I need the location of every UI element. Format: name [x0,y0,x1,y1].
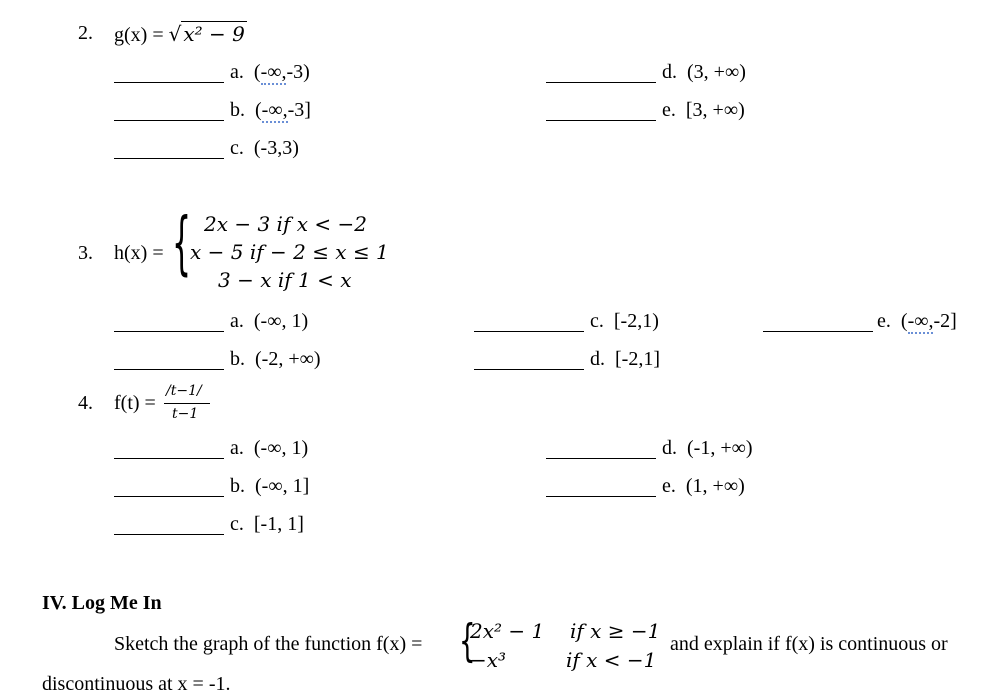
choice-letter: e. [877,310,891,332]
choice-3a: a. (-∞, 1) [230,310,309,332]
choice-letter: a. [230,437,244,459]
fraction-bar [164,403,210,404]
piece-3-3: 3 − x if 1 < x [218,268,352,292]
answer-blank-3a[interactable] [114,331,224,332]
choice-3b: b. (-2, +∞) [230,348,321,370]
section-4-piece2-cond: if x < −1 [566,648,657,672]
answer-blank-4d[interactable] [546,458,656,459]
section-4-piece2-expr: −x³ [470,648,507,672]
question-2-radicand: x² − 9 [183,22,245,46]
choice-4e: e. (1, +∞) [662,475,745,497]
choice-letter: c. [230,137,244,159]
answer-blank-4a[interactable] [114,458,224,459]
choice-3e: e. (-∞,-2] [877,310,957,332]
question-4-denominator: t−1 [172,406,199,422]
choice-2a: a. (-∞,-3) [230,61,310,83]
piece-3-2: x − 5 if − 2 ≤ x ≤ 1 [190,240,389,264]
question-4-lhs: f(t) = [114,392,156,414]
question-4-number: 4. [78,392,93,414]
choice-3c: c. [-2,1) [590,310,659,332]
answer-blank-4e[interactable] [546,496,656,497]
spellcheck-underline: -∞, [260,61,287,83]
left-brace-icon: { [172,204,192,285]
choice-letter: b. [230,99,245,121]
section-4-piece1-cond: if x ≥ −1 [570,619,661,643]
choice-letter: d. [662,437,677,459]
question-4-numerator: /t−1/ [166,383,202,399]
choice-4d: d. (-1, +∞) [662,437,753,459]
choice-4b: b. (-∞, 1] [230,475,310,497]
answer-blank-3e[interactable] [763,331,873,332]
choice-2e: e. [3, +∞) [662,99,745,121]
section-4-text-after: and explain if f(x) is continuous or [670,633,948,655]
choice-3d: d. [-2,1] [590,348,660,370]
choice-letter: e. [662,475,676,497]
sqrt-symbol: √ [168,22,182,46]
choice-letter: c. [230,513,244,535]
question-2-lhs: g(x) = [114,24,164,46]
choice-letter: a. [230,61,244,83]
answer-blank-2e[interactable] [546,120,656,121]
answer-blank-4b[interactable] [114,496,224,497]
question-2-function [114,22,247,47]
spellcheck-underline: -∞, [907,310,934,332]
section-4-text-last: discontinuous at x = -1. [42,673,231,695]
answer-blank-4c[interactable] [114,534,224,535]
choice-letter: b. [230,475,245,497]
question-2-number: 2. [78,22,93,44]
choice-2b: b. (-∞,-3] [230,99,311,121]
answer-blank-3b[interactable] [114,369,224,370]
question-3-number: 3. [78,242,93,264]
choice-4a: a. (-∞, 1) [230,437,309,459]
answer-blank-3d[interactable] [474,369,584,370]
section-4-piece1-expr: 2x² − 1 [470,619,545,643]
choice-letter: c. [590,310,604,332]
left-brace-icon: { [459,617,476,668]
section-heading: IV. Log Me In [42,592,162,614]
answer-blank-2c[interactable] [114,158,224,159]
choice-letter: d. [662,61,677,83]
answer-blank-2b[interactable] [114,120,224,121]
choice-4c: c. [-1, 1] [230,513,304,535]
answer-blank-3c[interactable] [474,331,584,332]
choice-letter: a. [230,310,244,332]
spellcheck-underline: -∞, [261,99,288,121]
section-4-text-before: Sketch the graph of the function f(x) = [114,633,423,655]
answer-blank-2d[interactable] [546,82,656,83]
choice-2d: d. (3, +∞) [662,61,746,83]
question-3-lhs: h(x) = [114,242,164,264]
answer-blank-2a[interactable] [114,82,224,83]
choice-letter: e. [662,99,676,121]
piece-3-1: 2x − 3 if x < −2 [204,212,367,236]
choice-letter: b. [230,348,245,370]
choice-letter: d. [590,348,605,370]
choice-2c: c. (-3,3) [230,137,299,159]
